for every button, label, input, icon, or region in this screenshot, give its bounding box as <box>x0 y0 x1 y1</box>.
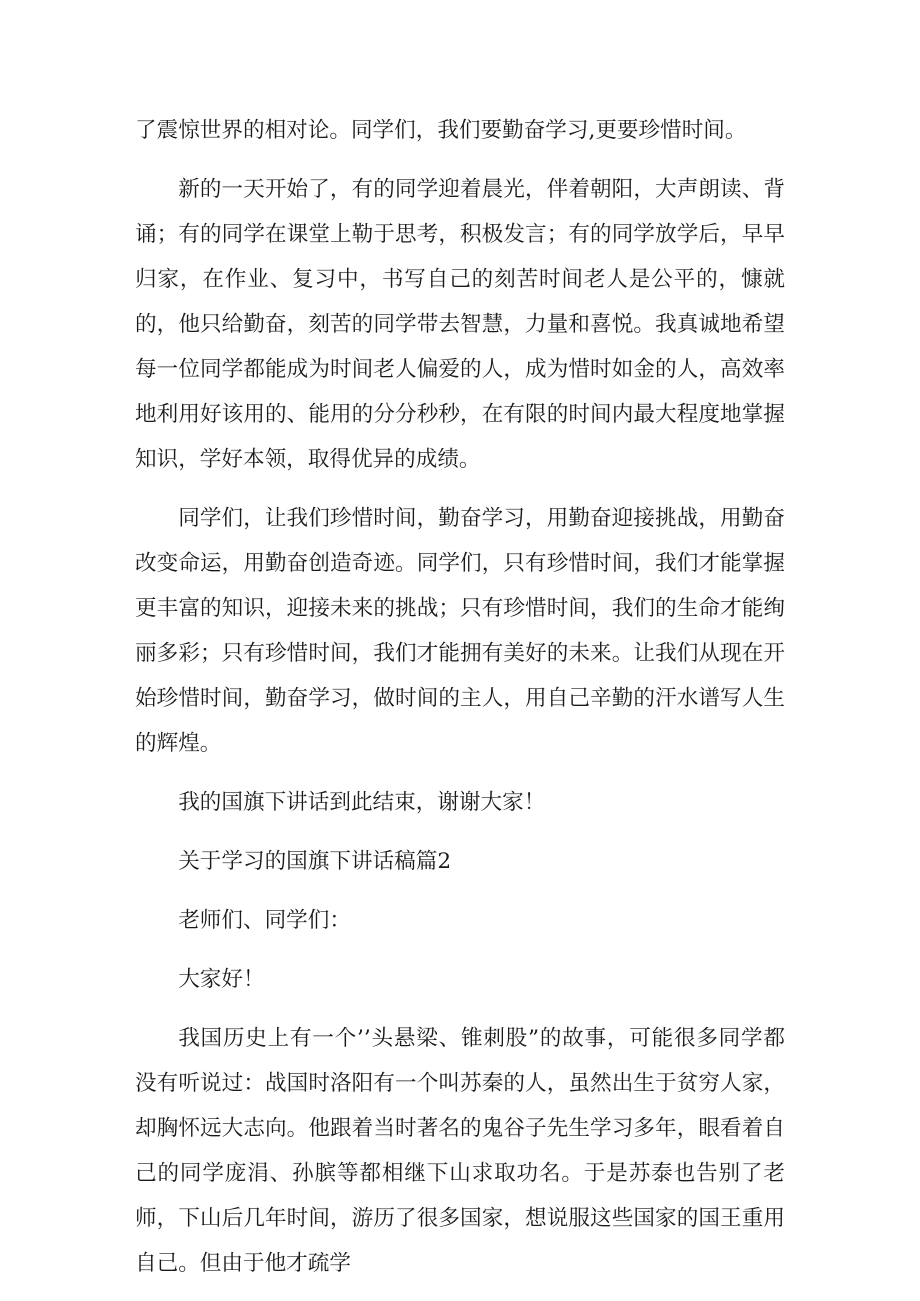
salutation: 老师们、同学们： <box>178 908 351 933</box>
paragraph-cherish-time: 同学们，让我们珍惜时间，勤奋学习，用勤奋迎接挑战，用勤奋改变命运，用勤奋创造奇迹。同学们，只有珍惜时间，我们才能掌握更丰富的知识，迎接未来的挑战；只有珍惜时间，我们的生命才能绚丽多彩；只有珍惜时间，我们才能拥有美好的未来。让我们从现在开始珍惜时间，勤奋学习，做时间的主人，用自己辛勤的汗水谱写人生的辉煌。 <box>135 506 785 756</box>
paragraph-gap <box>135 1002 785 1016</box>
paragraph-gap <box>135 943 785 957</box>
paragraph-gap <box>135 884 785 898</box>
paragraph-closing: 我的国旗下讲话到此结束，谢谢大家！ <box>178 790 546 815</box>
paragraph-gap <box>135 766 785 780</box>
greeting: 大家好！ <box>178 967 265 992</box>
section-heading: 关于学习的国旗下讲话稿篇2 <box>178 849 452 874</box>
paragraph-gap <box>135 825 785 839</box>
paragraph-continuation: 了震惊世界的相对论。同学们，我们要勤奋学习,更要珍惜时间。 <box>135 118 747 143</box>
paragraph-new-day: 新的一天开始了，有的同学迎着晨光，伴着朝阳，大声朗读、背诵；有的同学在课堂上勒于思考，积极发言；有的同学放学后，早早归家，在作业、复习中，书写自己的刻苦时间老人是公平的，慷就的，他只给勤奋，刻苦的同学带去智慧，力量和喜悦。我真诚地希望每一位同学都能成为时间老人偏爱的人，成为惜时如金的人，高效率地利用好该用的、能用的分分秒秒，在有限的时间内最大程度地掌握知识，学好本领，取得优异的成绩。 <box>135 177 785 472</box>
document-page <box>135 108 785 1286</box>
paragraph-story: 我国历史上有一个’’头悬梁、锥刺股”的故事，可能很多同学都没有听说过：战国时洛阳有一个叫苏秦的人，虽然出生于贫穷人家，却胸怀远大志向。他跟着当时著名的鬼谷子先生学习多年，眼看着自己的同学庞涓、孙膑等都相继下山求取功名。于是苏泰也告别了老师，下山后几年时间，游历了很多国家，想说服这些国家的国王重用自己。但由于他才疏学 <box>135 1026 785 1276</box>
paragraph-gap <box>135 153 785 167</box>
paragraph-gap <box>135 482 785 496</box>
